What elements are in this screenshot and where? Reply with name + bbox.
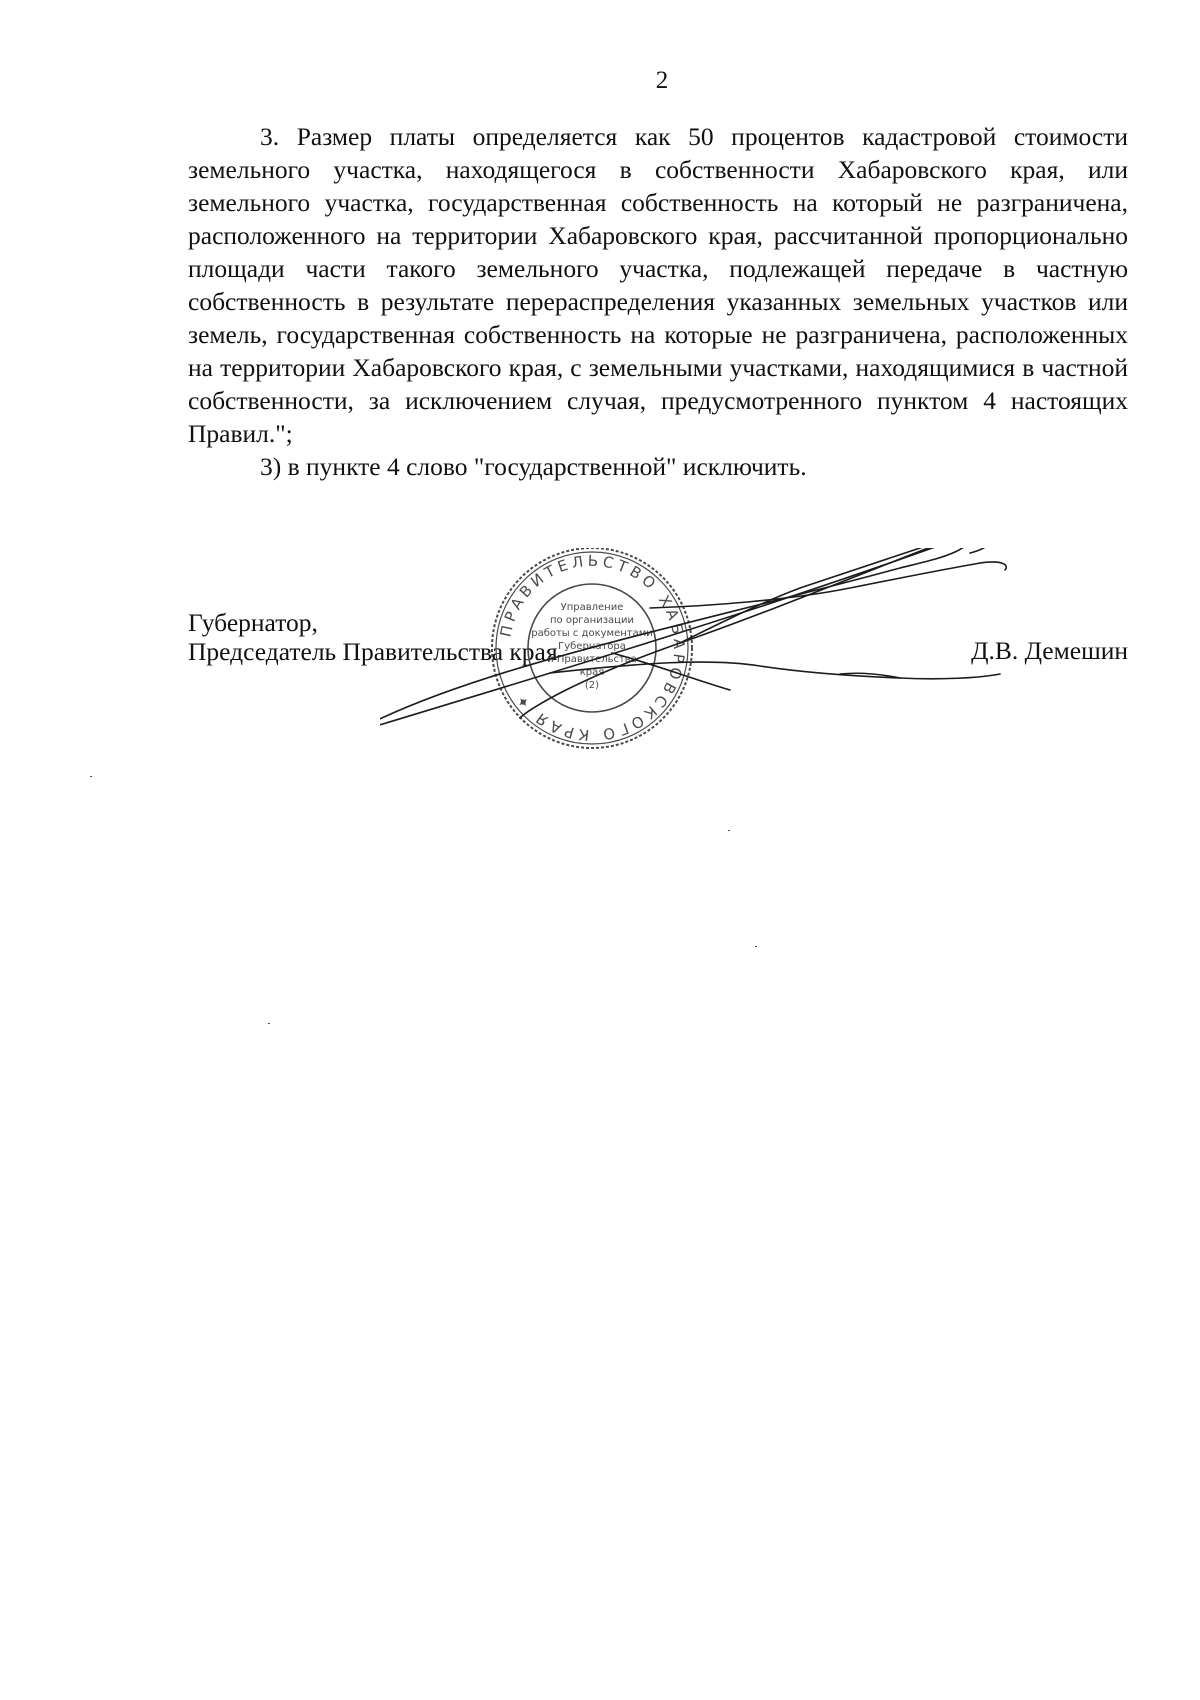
scan-speck	[268, 1023, 270, 1024]
signer-title	[188, 608, 558, 666]
svg-text:(2): (2)	[584, 680, 600, 691]
svg-text:края: края	[579, 667, 605, 678]
page-number: 2	[655, 67, 669, 94]
svg-text:по организации: по организации	[550, 615, 634, 626]
svg-text:Губернатора: Губернатора	[558, 641, 626, 652]
scan-speck	[728, 830, 730, 831]
signer-title-line1: Губернатор,	[188, 608, 318, 637]
svg-text:ПРАВИТЕЛЬСТВО ХАБАРОВСКОГО КРА: ПРАВИТЕЛЬСТВО ХАБАРОВСКОГО КРАЯ ✦	[496, 551, 689, 745]
signer-name: Д.В. Демешин	[971, 636, 1128, 665]
signature-block	[188, 608, 1128, 688]
paragraph-subitem-3: 3) в пункте 4 слово "государственной" исключить.	[260, 452, 807, 481]
document-body	[188, 120, 1128, 483]
signer-title-line2: Председатель Правительства края	[188, 637, 558, 666]
svg-text:Управление: Управление	[560, 602, 624, 613]
paragraph-item-3: 3. Размер платы определяется как 50 процентов кадастровой стоимости земельного участка, находящегося в собственности Хабаровского края, или земельного участка, государственная собственность на который не разграничена, расположенного на территории Хабаровского края, рассчитанной пропорционально площади части такого земельного участка, подлежащей передаче в частную собственность в результате перераспределения указанных земельных участков или земель, государственная собственность на которые не разграничена, расположенных на территории Хабаровского края, с земельными участками, находящимися в частной собственности, за исключением случая, предусмотренного пунктом 4 настоящих Правил.";	[188, 122, 1128, 448]
scan-speck	[90, 776, 92, 777]
scan-speck	[755, 946, 757, 947]
svg-text:и Правительства: и Правительства	[547, 654, 637, 665]
svg-text:работы с документами: работы с документами	[531, 628, 653, 639]
